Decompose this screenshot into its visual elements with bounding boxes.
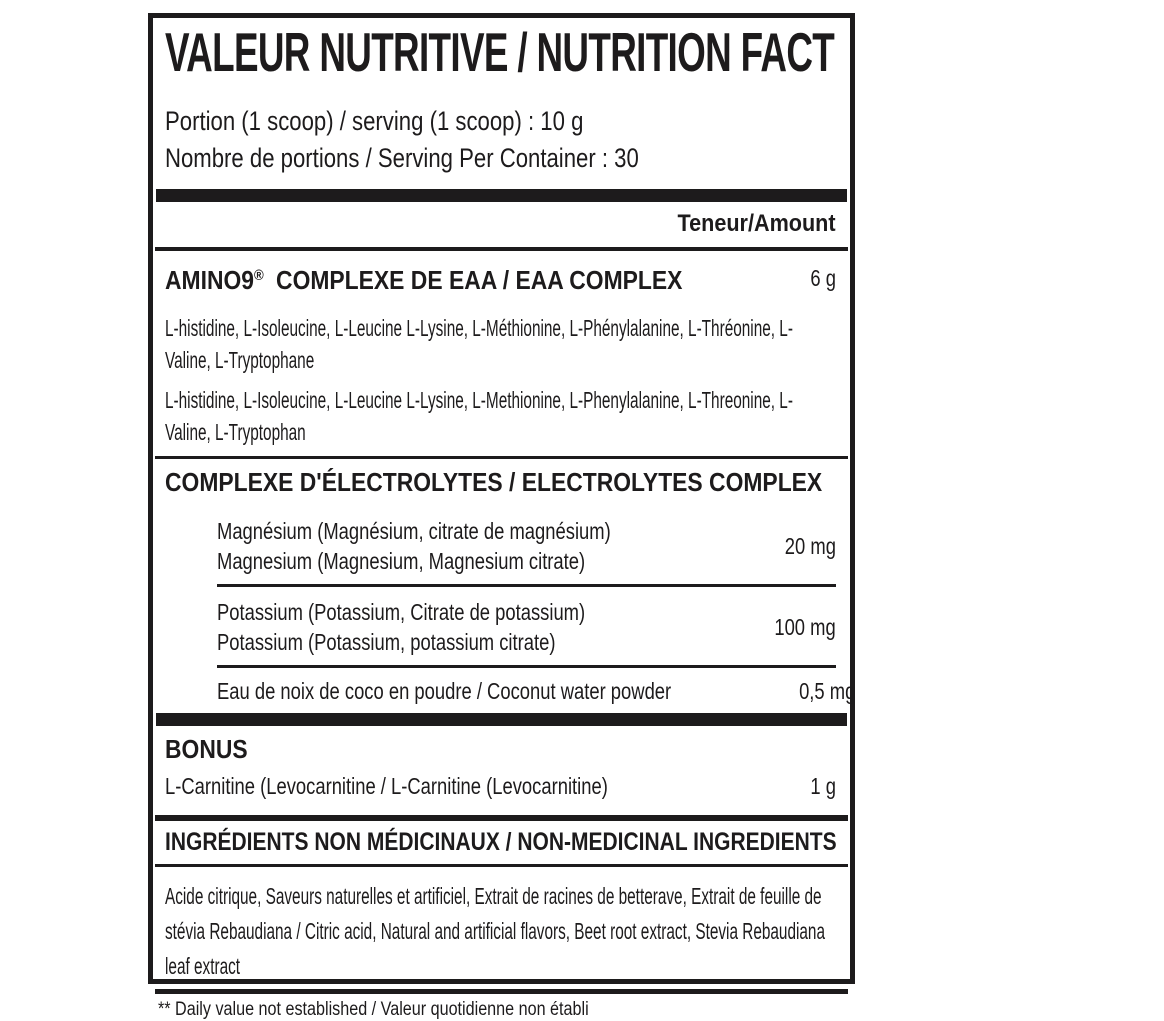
serving-size-line: Portion (1 scoop) / serving (1 scoop) : 10 g (165, 106, 584, 136)
servings-per-container-line: Nombre de portions / Serving Per Container : 30 (165, 143, 639, 173)
carnitine-label: L-Carnitine (Levocarnitine / L-Carnitine (Levocarnitine) (165, 773, 608, 799)
ingredients-text-wrap (153, 879, 850, 984)
carnitine-row (153, 773, 850, 799)
eaa-complex-row (153, 262, 850, 294)
rule-sub-1 (217, 584, 836, 587)
rule-above-ingredients (155, 815, 848, 821)
magnesium-row (153, 516, 850, 576)
rule-sub-2 (217, 665, 836, 668)
electrolytes-heading: COMPLEXE D'ÉLECTROLYTES / ELECTROLYTES COMPLEX (165, 467, 823, 497)
daily-value-footnote: ** Daily value not established / Valeur quotidienne non établi (158, 999, 589, 1020)
electrolytes-heading-wrap (153, 469, 850, 500)
coconut-water-row (153, 678, 856, 704)
label-title-text: VALEUR NUTRITIVE / NUTRITION FACT (165, 21, 835, 83)
non-medicinal-heading-wrap (153, 830, 850, 858)
amino-acids-list-en-wrap (153, 384, 850, 448)
coconut-water-amount: 0,5 mg (798, 678, 856, 704)
amino-acids-list-fr: L-histidine, L-Isoleucine, L-Leucine L-Lysine, L-Méthionine, L-Phénylalanine, L-Thréonine, L-Valine, L-Tryptophane (165, 315, 793, 373)
daily-value-footnote-wrap (153, 1000, 850, 1021)
carnitine-amount: 1 g (810, 773, 836, 799)
eaa-complex-heading (165, 262, 682, 294)
magnesium-amount: 20 mg (784, 532, 836, 559)
non-medicinal-heading: INGRÉDIENTS NON MÉDICINAUX / NON-MEDICINAL INGREDIENTS (165, 828, 837, 856)
potassium-label: Potassium (Potassium, Citrate de potassium) Potassium (Potassium, potassium citrate) (217, 599, 586, 655)
nutrition-label (148, 13, 856, 1020)
rule-under-amount-header (155, 247, 848, 251)
potassium-row (153, 597, 850, 657)
ingredients-text: Acide citrique, Saveurs naturelles et artificiel, Extrait de racines de betterave, Extrait de feuille de stévia Rebaudiana / Citric acid, Natural and artificial flavors, Beet root extract, Stevia Rebaudiana leaf extract (165, 883, 826, 979)
brand-name: AMINO9 (165, 265, 254, 295)
amino-acids-list-en: L-histidine, L-Isoleucine, L-Leucine L-Lysine, L-Methionine, L-Phenylalanine, L-Threonine, L-Valine, L-Tryptophan (165, 387, 793, 445)
rule-above-electrolytes (155, 456, 848, 459)
label-title (153, 21, 850, 93)
bonus-heading-wrap (153, 736, 850, 767)
rule-under-ingredients-heading (155, 864, 848, 867)
amount-column-header: Teneur/Amount (678, 210, 836, 237)
eaa-complex-amount: 6 g (810, 264, 836, 291)
coconut-water-label: Eau de noix de coco en poudre / Coconut water powder (217, 678, 672, 704)
separator-thick-top (156, 189, 847, 202)
magnesium-label: Magnésium (Magnésium, citrate de magnésium) Magnesium (Magnesium, Magnesium citrate) (217, 518, 611, 574)
eaa-complex-heading-text: COMPLEXE DE EAA / EAA COMPLEX (276, 265, 683, 295)
rule-above-footnote (155, 989, 848, 994)
amino-acids-list-fr-wrap (153, 312, 850, 376)
registered-trademark-mark: ® (253, 267, 264, 284)
bonus-heading: BONUS (165, 734, 248, 764)
potassium-amount: 100 mg (774, 613, 836, 640)
separator-thick-bonus (156, 713, 847, 726)
